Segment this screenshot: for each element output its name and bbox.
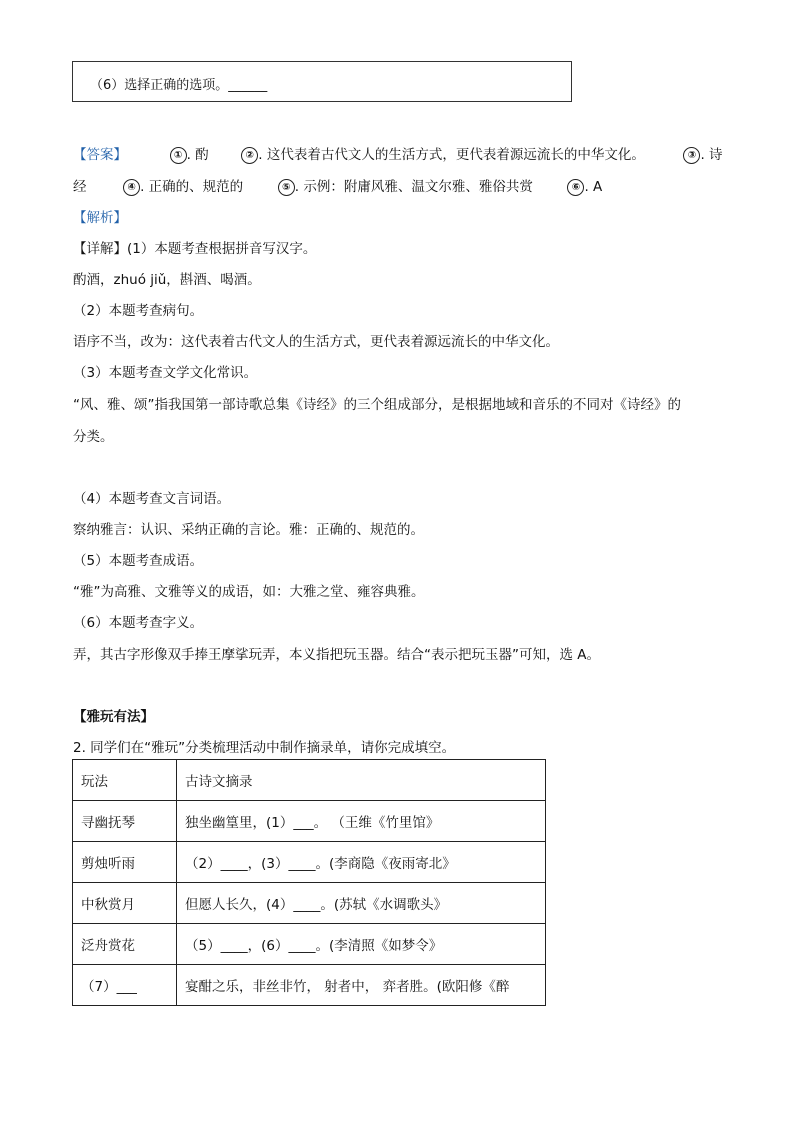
table-row xyxy=(73,883,546,924)
excerpt-table xyxy=(72,759,546,1006)
answer-item: . A xyxy=(584,179,603,195)
analysis-line: 【详解】(1）本题考查根据拼音写汉字。 xyxy=(73,241,317,257)
analysis-label: 【解析】 xyxy=(73,210,127,226)
analysis-line: 弄，其古字形像双手捧王摩挲玩弄，本义指把玩玉器。结合“表示把玩玉器”可知，选 A。 xyxy=(73,647,601,663)
analysis-line: “雅”为高雅、文雅等义的成语，如：大雅之堂、雍容典雅。 xyxy=(73,584,425,600)
table-row xyxy=(73,924,546,965)
section-title: 【雅玩有法】 xyxy=(73,709,154,725)
table-cell: 独坐幽篁里，(1）___。 （王维《竹里馆》 xyxy=(177,801,546,842)
table-row xyxy=(73,965,546,1006)
analysis-line: 酌酒，zhuó jiǔ，斟酒、喝酒。 xyxy=(73,272,261,288)
question-6-text: （6）选择正确的选项。______ xyxy=(90,78,268,93)
analysis-line: （3）本题考查文学文化常识。 xyxy=(73,365,258,381)
answer-label: 【答案】 xyxy=(73,147,127,163)
answer-item: . 这代表着古代文人的生活方式，更代表着源远流长的中华文化。 xyxy=(258,147,645,163)
analysis-line: （4）本题考查文言词语。 xyxy=(73,491,231,507)
table-row xyxy=(73,801,546,842)
table-row xyxy=(73,842,546,883)
analysis-line: 分类。 xyxy=(73,429,114,445)
answer-item: . 示例：附庸风雅、温文尔雅、雅俗共赏 xyxy=(294,179,533,195)
analysis-line: “风、雅、颂”指我国第一部诗歌总集《诗经》的三个组成部分，是根据地域和音乐的不同对《诗经》的 xyxy=(73,397,681,413)
table-cell: 泛舟赏花 xyxy=(73,924,177,965)
analysis-line: （2）本题考查病句。 xyxy=(73,303,204,319)
circle-number-icon: ② xyxy=(241,147,258,164)
table-cell: 中秋赏月 xyxy=(73,883,177,924)
answer-line-2 xyxy=(73,175,602,196)
table-cell: （7）___ xyxy=(73,965,177,1006)
circle-number-icon: ⑥ xyxy=(567,179,584,196)
circle-number-icon: ④ xyxy=(123,179,140,196)
circle-number-icon: ⑤ xyxy=(278,179,295,196)
table-header-cell: 玩法 xyxy=(73,760,177,801)
question-box xyxy=(72,61,572,102)
answer-item: . 诗 xyxy=(700,147,723,163)
answer-item: 经 xyxy=(73,179,87,195)
answer-item: . 酌 xyxy=(186,147,209,163)
analysis-line: 语序不当，改为：这代表着古代文人的生活方式，更代表着源远流长的中华文化。 xyxy=(73,334,559,350)
table-cell: 剪烛听雨 xyxy=(73,842,177,883)
answer-line-1 xyxy=(73,143,723,164)
table-cell: （5）____，(6）____。(李清照《如梦令》 xyxy=(177,924,546,965)
analysis-line: 察纳雅言：认识、采纳正确的言论。雅：正确的、规范的。 xyxy=(73,522,424,538)
circle-number-icon: ③ xyxy=(683,147,700,164)
question-2: 2. 同学们在“雅玩”分类梳理活动中制作摘录单，请你完成填空。 xyxy=(73,740,456,756)
table-cell: 但愿人长久，(4）____。(苏轼《水调歌头》 xyxy=(177,883,546,924)
table-cell: 宴酣之乐，非丝非竹， 射者中， 弈者胜。(欧阳修《醉 xyxy=(177,965,546,1006)
table-header-cell: 古诗文摘录 xyxy=(177,760,546,801)
analysis-line: （6）本题考查字义。 xyxy=(73,615,204,631)
analysis-line: （5）本题考查成语。 xyxy=(73,553,204,569)
table-header-row xyxy=(73,760,546,801)
table-cell: 寻幽抚琴 xyxy=(73,801,177,842)
table-cell: （2）____，(3）____。(李商隐《夜雨寄北》 xyxy=(177,842,546,883)
answer-item: . 正确的、规范的 xyxy=(140,179,244,195)
circle-number-icon: ① xyxy=(170,147,187,164)
